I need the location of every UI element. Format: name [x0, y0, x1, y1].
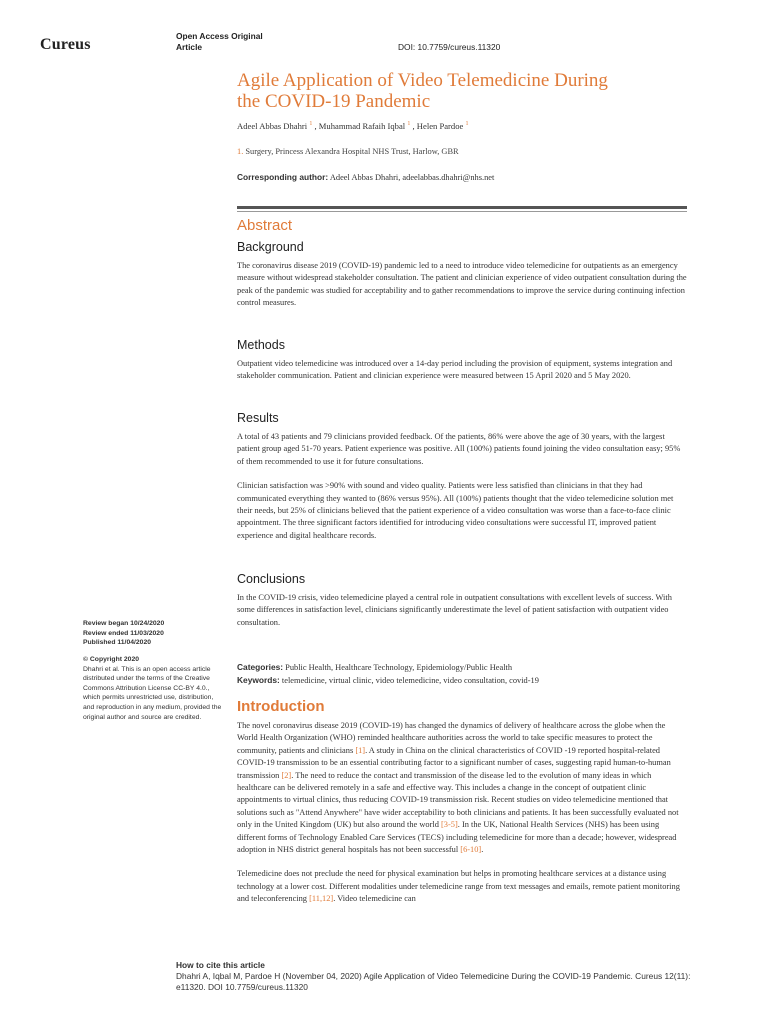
title-line2: the COVID-19 Pandemic: [237, 91, 431, 112]
cite-heading: How to cite this article: [176, 960, 265, 970]
background-text: The coronavirus disease 2019 (COVID-19) pandemic led to a need to introduce video telemedicine for outpatients as an emergency measure without widespread stakeholder consultation. The patient and clinician experience of video outpatient consultation during the peak of the pandemic was studied for acceptability and to gather recommendations to improve the service during continuing infection control measures.: [237, 261, 687, 308]
results-text-2: Clinician satisfaction was >90% with sound and video quality. Patients were less satisfied than clinicians in that they had communicated everything they wanted to (86% versus 95%). All (100%) patients thought that the video telemedicine solution met their needs, but 25% of clinicians believed that the patient experience of a video consultation was worse than a face-to-face clinic appointment. The three significant factors identified for introducing video consultations were successful IT, improved patient experience and digital healthcare records.: [237, 481, 674, 540]
author-name: Muhammad Rafaih Iqbal: [318, 121, 406, 131]
title-line1: Agile Application of Video Telemedicine During: [237, 70, 608, 91]
corresponding-label: Corresponding author:: [237, 172, 329, 182]
citation-link[interactable]: [11,12]: [309, 894, 334, 904]
author-name: Adeel Abbas Dhahri: [237, 121, 308, 131]
article-type: [176, 31, 263, 53]
how-to-cite: [176, 960, 716, 993]
doi-header: DOI: 10.7759/cureus.11320: [398, 42, 501, 52]
review-dates: [83, 619, 223, 648]
author-aff: 1: [465, 121, 469, 128]
conclusions-heading: Conclusions: [237, 572, 306, 586]
article-type-line1: Open Access Original: [176, 31, 263, 41]
article-title: [237, 70, 687, 112]
intro-paragraph-2: Telemedicine does not preclude the need for physical examination but helps in promoting healthcare services at a distance using technology at a lower cost. Different modalities under telemedicine range from text messages and emails, remote patient monitoring and teleconferencing [11,12]. Video telemedicine can: [237, 869, 680, 904]
methods-text: Outpatient video telemedicine was introduced over a 14-day period including the provision of equipment, systems integration and stakeholder communication. Patient and clinician experience were measured between 15 April 2020 and 5 May 2020.: [237, 359, 673, 381]
citation-link[interactable]: [3-5]: [441, 820, 458, 830]
corresponding-author: [237, 172, 687, 182]
author-list: Adeel Abbas Dhahri $^1$ , Muhammad Rafaih Iqbal $^1$ , Helen Pardoe $^1$: [237, 121, 469, 131]
background-heading: Background: [237, 240, 304, 254]
author-aff: 1: [407, 121, 411, 128]
author-aff: 1: [309, 121, 313, 128]
section-background: [237, 240, 687, 310]
copyright-block: [83, 655, 223, 722]
copyright: © Copyright 2020: [83, 656, 139, 663]
categories-label: Categories:: [237, 662, 284, 672]
affiliation-text: Surgery, Princess Alexandra Hospital NHS Trust, Harlow, GBR: [245, 147, 459, 156]
author-name: Helen Pardoe: [416, 121, 464, 131]
affiliation-number: 1.: [237, 147, 244, 156]
cite-text: Dhahri A, Iqbal M, Pardoe H (November 04, 2020) Agile Application of Video Telemedicine During the COVID-19 Pandemic. Cureus 12(11): e11320. DOI 10.7759/cureus.11320: [176, 971, 691, 992]
review-ended: Review ended 11/03/2020: [83, 629, 164, 637]
categories: [237, 661, 687, 674]
affiliation: [237, 147, 687, 156]
keywords-text: telemedicine, virtual clinic, video telemedicine, video consultation, covid-19: [281, 676, 539, 685]
divider-thin: [237, 211, 687, 212]
corresponding-text: Adeel Abbas Dhahri, adeelabbas.dhahri@nhs.net: [329, 173, 495, 182]
keywords: [237, 674, 687, 687]
journal-logo: Cureus: [40, 36, 91, 53]
results-heading: Results: [237, 411, 279, 425]
citation-link[interactable]: [6-10]: [460, 845, 482, 855]
section-results: [237, 411, 687, 542]
citation-link[interactable]: [1]: [355, 745, 366, 755]
intro-paragraph-1: The novel coronavirus disease 2019 (COVID-19) has changed the dynamics of delivery of healthcare across the globe when the World Health Organization (WHO) reminded healthcare authorities across the world to take specific measures to protect the community, patients and clinicians [1]. A study in China on the clinical characteristics of COVID -19 reported hospital-related COVID-19 transmission to be an essential contributing factor to a significant number of cases, suggesting rapid human-to-human transmission [2]. The need to reduce the contact and transmission of the disease led to the evolution of many ideas in which healthcare can be delivered remotely in a safe and effective way. This includes a change in the concept of outpatient clinic appointments to virtual clinics, thus reducing COVID-19 transmission risk. Recent studies on video telemedicine mentioned that solutions such as "Attend Anywhere" have wider acceptability to both clinicians and patients. It has been successfully evaluated not only in the United Kingdom (UK) but also around the world [3-5]. In the UK, National Health Services (NHS) has been using different forms of Technology Enabled Care Services (TECS) including telemedicine for more than a decade; however, widespread adoption in NHS district general hospitals has not been successful [6-10].: [237, 721, 679, 855]
section-methods: [237, 338, 687, 383]
citation-link[interactable]: [2]: [281, 770, 292, 780]
keywords-label: Keywords:: [237, 675, 280, 685]
introduction-heading: Introduction: [237, 698, 325, 715]
methods-heading: Methods: [237, 338, 285, 352]
conclusions-text: In the COVID-19 crisis, video telemedicine played a central role in outpatient consultations with excellent levels of success. With some differences in satisfaction level, clinicians significantly underestimate the level of patient satisfaction with outpatient video consultation.: [237, 593, 672, 627]
categories-text: Public Health, Healthcare Technology, Epidemiology/Public Health: [285, 663, 513, 672]
license-text: Dhahri et al. This is an open access article distributed under the terms of the Creative Commons Attribution License CC-BY 4.0., which permits unrestricted use, distribution, and reproduction in any medium, provided the original author and source are credited.: [83, 665, 222, 721]
section-introduction: [237, 720, 687, 906]
article-header: [237, 70, 687, 182]
categories-keywords: [237, 661, 687, 687]
article-type-line2: Article: [176, 42, 203, 52]
section-conclusions: [237, 572, 687, 629]
abstract-heading: Abstract: [237, 217, 293, 234]
results-text-1: A total of 43 patients and 79 clinicians provided feedback. Of the patients, 86% were above the age of 30 years, with the largest patient group aged 51-70 years. Patient experience was positive. All (100%) patients found joining the video consultation easy; 95% of them recommended to use it for future consultations.: [237, 432, 681, 466]
published-date: Published 11/04/2020: [83, 639, 152, 647]
review-began: Review began 10/24/2020: [83, 620, 165, 627]
divider: [237, 206, 687, 209]
